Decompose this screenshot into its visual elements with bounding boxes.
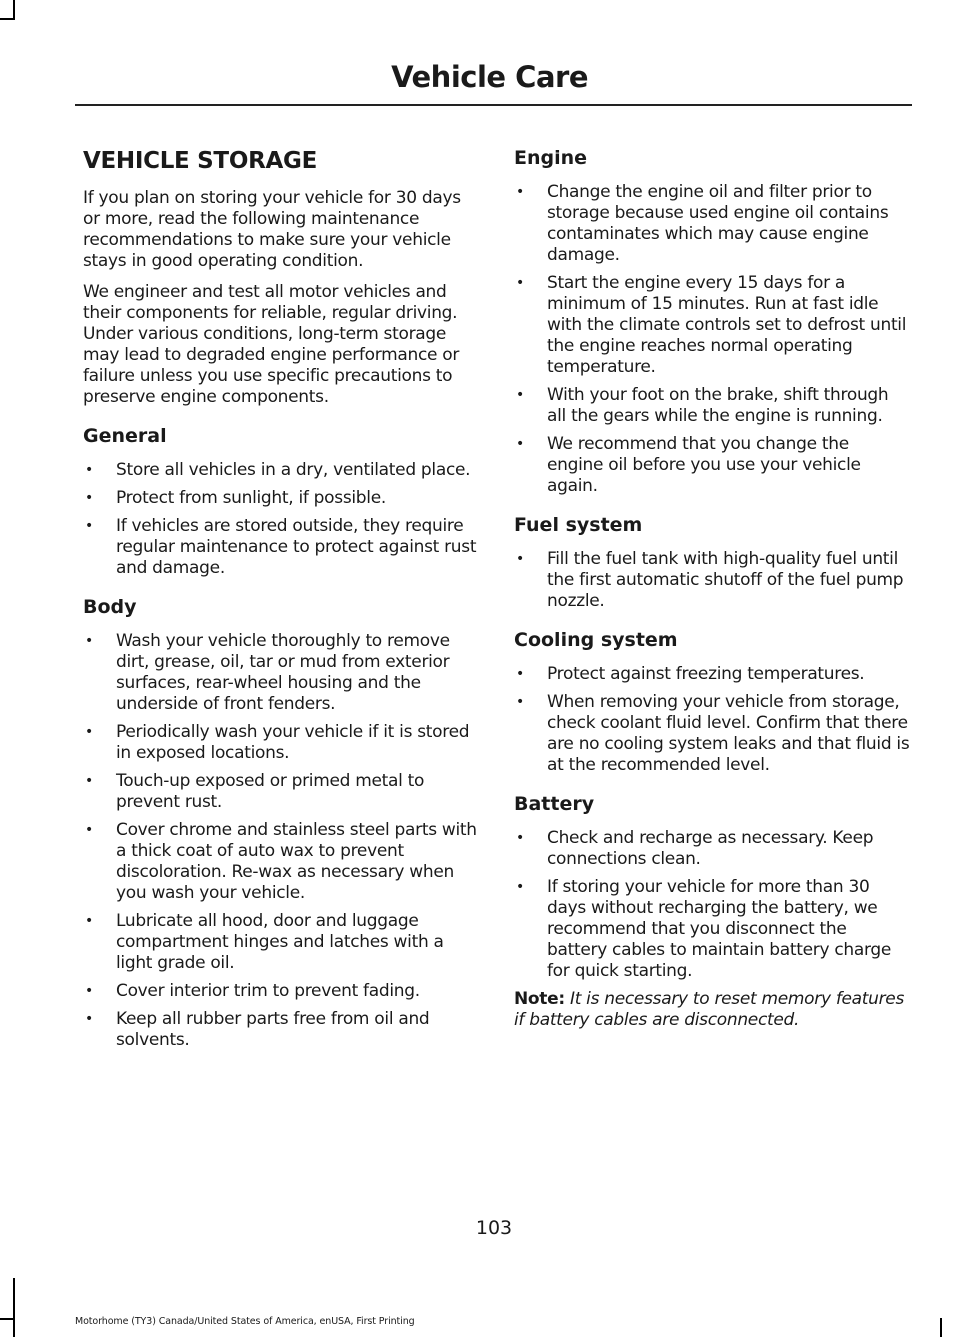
list-item: • Cover chrome and stainless steel parts with a thick coat of auto wax to prevent discoloration. Re-wax as necessary when you wash your vehicle. (83, 820, 478, 904)
list-item: • Protect from sunlight, if possible. (83, 488, 478, 509)
list-item: • Protect against freezing temperatures. (514, 664, 910, 685)
list-item: • If storing your vehicle for more than 30 days without recharging the battery, we recommend that you disconnect the battery cables to maintain battery charge for quick starting. (514, 877, 910, 982)
crop-mark (940, 1318, 942, 1337)
left-column (83, 140, 478, 1058)
intro-paragraph: If you plan on storing your vehicle for 30 days or more, read the following maintenance recommendations to make sure your vehicle stays in good operating condition. (83, 188, 461, 271)
crop-mark (13, 0, 15, 18)
fuel-heading: Fuel system (514, 514, 643, 536)
note-text: It is necessary to reset memory features if battery cables are disconnected. (514, 989, 905, 1030)
list-item: • Store all vehicles in a dry, ventilated place. (83, 460, 478, 481)
list-item: • Fill the fuel tank with high-quality fuel until the first automatic shutoff of the fuel pump nozzle. (514, 549, 910, 612)
page-header-title: Vehicle Care (391, 60, 588, 94)
note (514, 989, 910, 1031)
list-item: • Keep all rubber parts free from oil and solvents. (83, 1009, 478, 1051)
note-label: Note: (514, 989, 565, 1009)
list-item: • Change the engine oil and filter prior to storage because used engine oil contains contaminates which may cause engine damage. (514, 182, 910, 266)
battery-heading: Battery (514, 793, 595, 815)
engine-heading: Engine (514, 147, 588, 169)
intro-paragraph: We engineer and test all motor vehicles and their components for reliable, regular driving. Under various conditions, long-term storage may lead to degraded engine performance or failure unless you use specific precautions to preserve engine components. (83, 282, 460, 407)
general-list (83, 460, 478, 579)
engine-list (514, 182, 910, 497)
list-item: • Lubricate all hood, door and luggage compartment hinges and latches with a light grade oil. (83, 911, 478, 974)
list-item: • Wash your vehicle thoroughly to remove dirt, grease, oil, tar or mud from exterior surfaces, rear-wheel housing and the underside of front fenders. (83, 631, 478, 715)
list-item: • When removing your vehicle from storage, check coolant fluid level. Confirm that there are no cooling system leaks and that fluid is at the recommended level. (514, 692, 910, 776)
page-number: 103 (475, 1217, 513, 1239)
crop-mark (0, 18, 15, 20)
battery-list (514, 828, 910, 982)
list-item: • Start the engine every 15 days for a minimum of 15 minutes. Run at fast idle with the climate controls set to defrost until the engine reaches normal operating temperature. (514, 273, 910, 378)
general-heading: General (83, 425, 167, 447)
cooling-list (514, 664, 910, 776)
list-item: • Check and recharge as necessary. Keep connections clean. (514, 828, 910, 870)
cooling-heading: Cooling system (514, 629, 678, 651)
crop-mark (0, 1318, 15, 1320)
list-item: • Periodically wash your vehicle if it is stored in exposed locations. (83, 722, 478, 764)
body-heading: Body (83, 596, 137, 618)
right-column (514, 140, 910, 1041)
header-rule (75, 104, 912, 106)
fuel-list (514, 549, 910, 612)
list-item: • Cover interior trim to prevent fading. (83, 981, 478, 1002)
body-list (83, 631, 478, 1051)
section-title: VEHICLE STORAGE (83, 148, 317, 174)
footer-text: Motorhome (TY3) Canada/United States of America, enUSA, First Printing (75, 1316, 415, 1327)
crop-mark (13, 1278, 15, 1337)
list-item: • If vehicles are stored outside, they require regular maintenance to protect against rust and damage. (83, 516, 478, 579)
list-item: • We recommend that you change the engine oil before you use your vehicle again. (514, 434, 910, 497)
list-item: • Touch-up exposed or primed metal to prevent rust. (83, 771, 478, 813)
list-item: • With your foot on the brake, shift through all the gears while the engine is running. (514, 385, 910, 427)
